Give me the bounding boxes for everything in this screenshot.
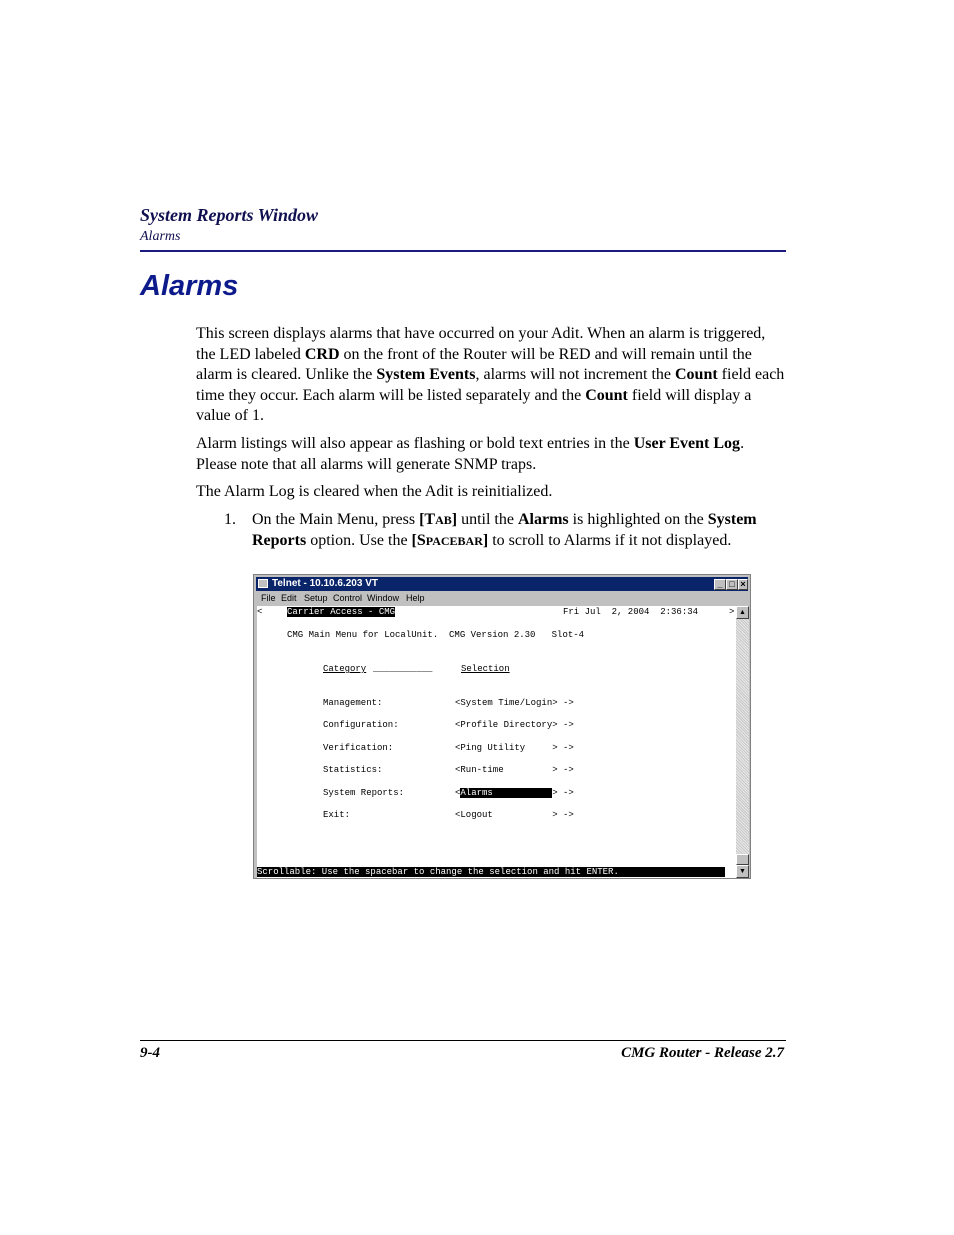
terminal-row-value-system-reports[interactable]: <Alarms > -> — [455, 788, 574, 798]
telnet-app-icon — [258, 579, 268, 588]
terminal-main-line: CMG Main Menu for LocalUnit. CMG Version 2.30 Slot-4 — [287, 630, 585, 640]
maximize-button[interactable]: □ — [726, 579, 738, 590]
terminal-banner: Carrier Access - CMG — [287, 607, 396, 617]
terminal-row-label: Management: — [323, 698, 383, 708]
alarms-highlight[interactable]: Alarms — [460, 788, 553, 798]
telnet-window — [253, 574, 751, 879]
menu-edit[interactable]: Edit — [281, 593, 297, 603]
minimize-button[interactable]: _ — [714, 579, 726, 590]
footer-product: CMG Router - Release 2.7 — [621, 1045, 784, 1061]
menu-window[interactable]: Window — [367, 593, 400, 603]
menu-help[interactable]: Help — [406, 593, 425, 603]
close-button[interactable]: × — [738, 579, 748, 590]
terminal-row-value[interactable]: <Ping Utility > -> — [455, 743, 574, 753]
terminal-row-label: Configuration: — [323, 720, 399, 730]
footer-rule — [140, 1040, 786, 1041]
terminal-selection-header: Selection — [461, 664, 510, 674]
section-title: System Reports Window — [140, 205, 319, 225]
terminal-datetime: Fri Jul 2, 2004 2:36:34 — [563, 607, 699, 617]
terminal-right-arrow: > — [729, 607, 735, 617]
terminal-category-underline: ___________ — [373, 664, 433, 674]
menu-setup[interactable]: Setup — [304, 593, 328, 603]
terminal-row-value[interactable]: <Logout > -> — [455, 810, 574, 820]
scroll-up-icon[interactable]: ▲ — [736, 606, 749, 619]
subsection-label: Alarms — [140, 229, 181, 244]
page-number: 9-4 — [140, 1045, 160, 1061]
menu-control[interactable]: Control — [333, 593, 363, 603]
terminal-left-arrow: < — [257, 607, 263, 617]
scroll-thumb[interactable] — [736, 854, 749, 865]
page-heading: Alarms — [140, 270, 239, 302]
step-text: On the Main Menu, press [TAB] until the Alarms is highlighted on the System Reports option. Use the [SPACEBAR] to scroll to Alarms if it not displayed. — [252, 511, 757, 549]
terminal-screen[interactable] — [257, 606, 736, 878]
telnet-menubar — [256, 592, 748, 605]
telnet-titlebar — [256, 577, 748, 591]
terminal-row-value[interactable]: <Run-time > -> — [455, 765, 574, 775]
terminal-status-line: Scrollable: Use the spacebar to change the selection and hit ENTER. — [257, 867, 725, 877]
terminal-row-value[interactable]: <System Time/Login> -> — [455, 698, 574, 708]
paragraph-1: This screen displays alarms that have occurred on your Adit. When an alarm is triggered, the LED labeled CRD on the front of the Router will be RED and will remain until the alarm is cleared. Unlike the System Events, alarms will not increment the Count field each time they occur. Each alarm will be listed separately and the Count field will display a value of 1. — [196, 325, 785, 425]
terminal-scrollbar[interactable] — [736, 606, 749, 878]
menu-file[interactable]: File — [261, 593, 276, 603]
scroll-down-icon[interactable]: ▼ — [736, 865, 749, 878]
terminal-category-header: Category — [323, 664, 367, 674]
paragraph-2: Alarm listings will also appear as flashing or bold text entries in the User Event Log. Please note that all alarms will generate SNMP traps. — [196, 435, 745, 473]
terminal-row-label: System Reports: — [323, 788, 405, 798]
telnet-title: Telnet - 10.10.6.203 VT — [272, 578, 378, 589]
terminal-row-label: Verification: — [323, 743, 394, 753]
step-number: 1. — [224, 511, 236, 528]
terminal-row-value[interactable]: <Profile Directory> -> — [455, 720, 574, 730]
paragraph-3: The Alarm Log is cleared when the Adit is reinitialized. — [196, 483, 553, 500]
terminal-row-label: Statistics: — [323, 765, 383, 775]
header-rule — [140, 250, 786, 252]
terminal-row-label: Exit: — [323, 810, 351, 820]
